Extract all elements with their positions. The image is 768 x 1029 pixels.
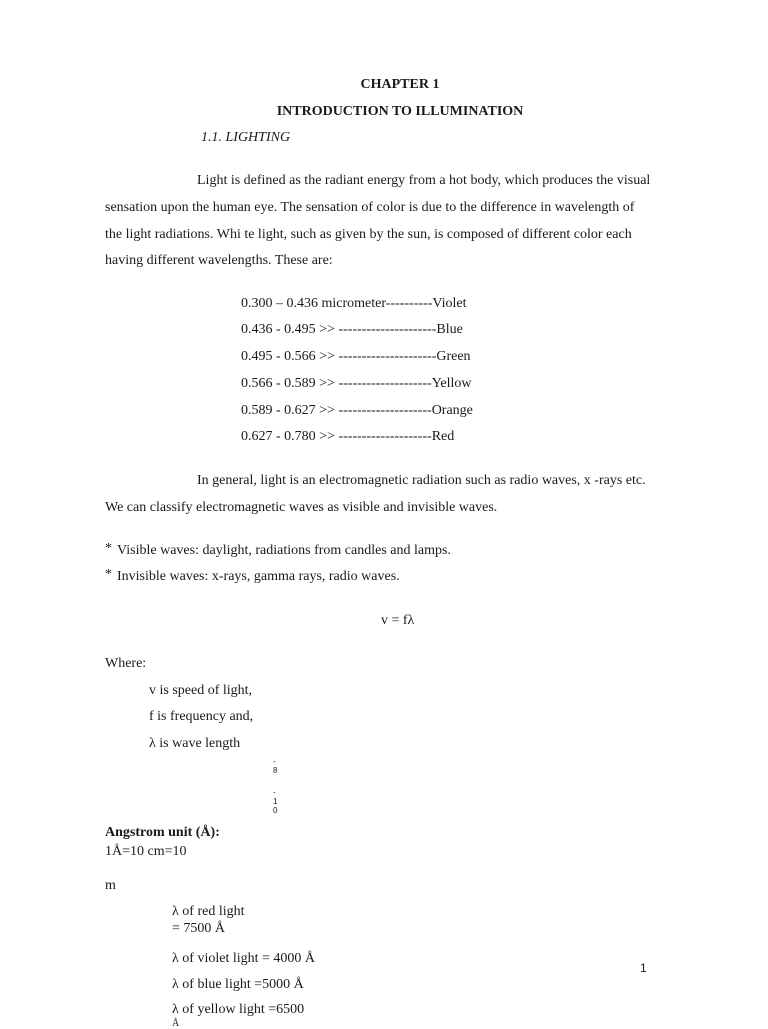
where-item: λ is wave length: [149, 736, 241, 751]
exponent-char: 0: [273, 806, 278, 815]
paragraph-line: sensation upon the human eye. The sensation of color is due to the difference in wavelength of: [105, 200, 635, 215]
where-label: Where:: [105, 656, 147, 671]
exponent-char: -: [273, 757, 276, 766]
wavelength-item: 0.436 - 0.495 >> ---------------------Blue: [241, 322, 463, 337]
lambda-value: = 7500 Å: [172, 921, 226, 936]
exponent-fragment: [273, 757, 277, 775]
exponent-fragment: [273, 788, 277, 815]
bullet-symbol: *: [105, 541, 112, 556]
section-title: 1.1. LIGHTING: [201, 130, 291, 145]
bullet-item: Invisible waves: x-rays, gamma rays, radio waves.: [117, 569, 400, 584]
exponent-char: 8: [273, 766, 278, 775]
exponent-char: -: [273, 788, 276, 797]
where-item: f is frequency and,: [149, 709, 254, 724]
chapter-title: INTRODUCTION TO ILLUMINATION: [276, 104, 524, 119]
formula: v = fλ: [381, 613, 415, 628]
paragraph-line: having different wavelengths. These are:: [105, 253, 333, 268]
lambda-value: λ of violet light = 4000 Å: [172, 951, 316, 966]
wavelength-item: 0.627 - 0.780 >> --------------------Red: [241, 429, 455, 444]
wavelength-item: 0.589 - 0.627 >> --------------------Orange: [241, 403, 473, 418]
lambda-value: λ of red light: [172, 904, 245, 919]
paragraph-line: In general, light is an electromagnetic radiation such as radio waves, x -rays etc.: [197, 473, 646, 488]
bullet-symbol: *: [105, 567, 112, 582]
lambda-value: λ of blue light =5000 Å: [172, 977, 304, 992]
wavelength-item: 0.495 - 0.566 >> ---------------------Green: [241, 349, 471, 364]
lambda-value: λ of yellow light =6500: [172, 1002, 305, 1017]
angstrom-fragment: Å: [172, 1018, 180, 1029]
angstrom-unit: m: [105, 878, 116, 893]
wavelength-item: 0.566 - 0.589 >> --------------------Yellow: [241, 376, 472, 391]
where-item: v is speed of light,: [149, 683, 253, 698]
exponent-char: 1: [273, 797, 278, 806]
bullet-item: Visible waves: daylight, radiations from candles and lamps.: [117, 543, 451, 558]
page-number: 1: [640, 961, 647, 975]
wavelength-item: 0.300 – 0.436 micrometer----------Violet: [241, 296, 467, 311]
paragraph-line: the light radiations. Whi te light, such as given by the sun, is composed of different color each: [105, 227, 632, 242]
angstrom-definition: 1Å=10 cm=10: [105, 844, 187, 859]
paragraph-line: Light is defined as the radiant energy from a hot body, which produces the visual: [197, 173, 651, 188]
angstrom-heading: Angstrom unit (Å):: [105, 825, 220, 840]
chapter-label: CHAPTER 1: [360, 77, 440, 92]
paragraph-line: We can classify electromagnetic waves as visible and invisible waves.: [105, 500, 498, 515]
